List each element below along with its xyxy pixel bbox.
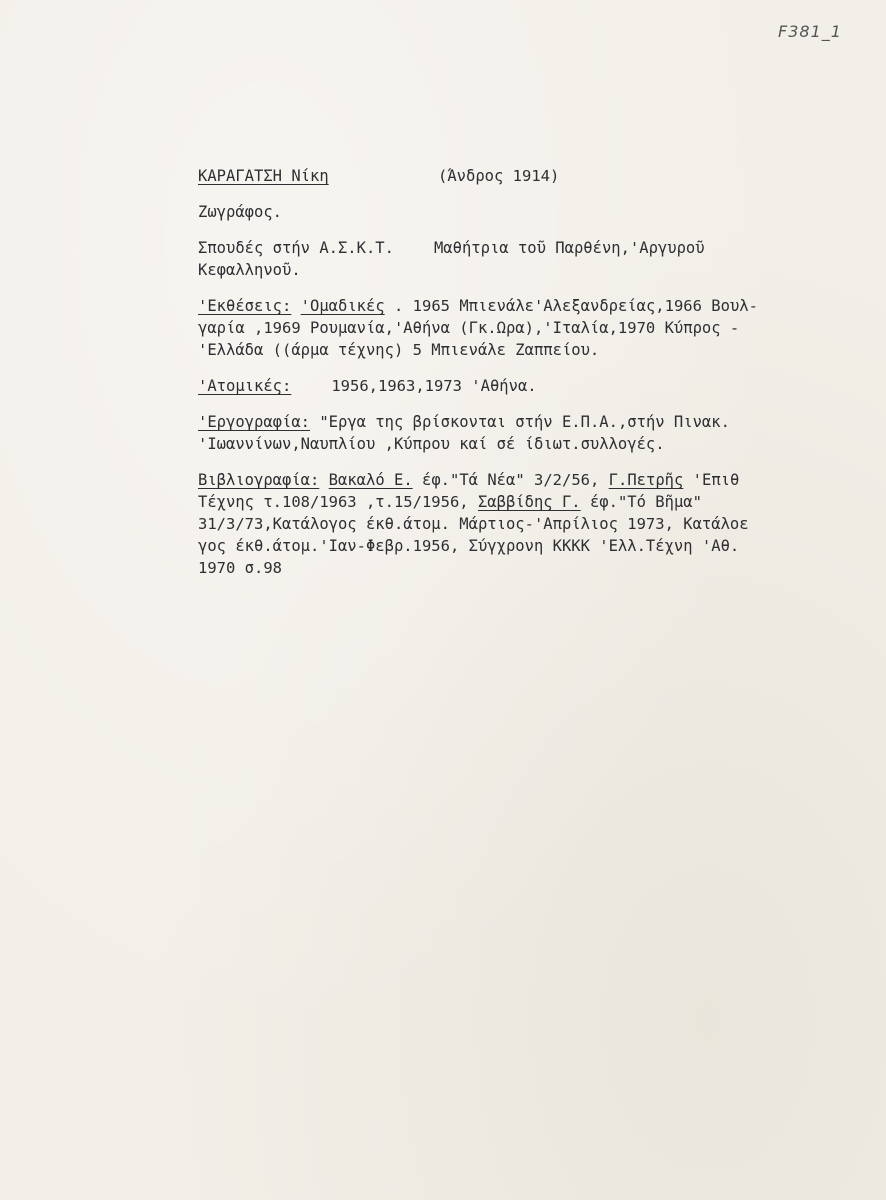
typed-entry bbox=[198, 165, 868, 579]
profession: Ζωγράφος. bbox=[198, 203, 282, 221]
studies-line-2: Κεφαλληνοῦ. bbox=[198, 261, 301, 279]
solo-text: 1956,1963,1973 'Αθήνα. bbox=[331, 377, 537, 395]
bibliography-ref-1: έφ."Τά Νέα" 3/2/56, bbox=[422, 471, 600, 489]
group-exhibitions-label: 'Ομαδικές bbox=[300, 297, 385, 315]
artist-name: ΚΑΡΑΓΑΤΣΗ Νίκη bbox=[198, 167, 329, 185]
bibliography-line-1 bbox=[198, 469, 868, 491]
entry-header bbox=[198, 165, 868, 187]
bibliography-author-1: Βακαλό Ε. bbox=[328, 471, 413, 489]
birth-info: (Άνδρος 1914) bbox=[438, 167, 560, 185]
teachers-text: Μαθήτρια τοῦ Παρθένη,'Αργυροῦ bbox=[433, 239, 705, 257]
works-line-1 bbox=[198, 411, 868, 433]
folio-number: F381_1 bbox=[778, 22, 842, 41]
works-text: "Εργα της βρίσκονται στήν Ε.Π.Α.,στήν Πινακ. bbox=[319, 413, 730, 431]
exhibitions-line-1 bbox=[198, 295, 868, 317]
bibliography-label: Βιβλιογραφία: bbox=[198, 471, 320, 489]
exhibitions-line-3: 'Ελλάδα ((άρμα τέχνης) 5 Μπιενάλε Ζαππείου. bbox=[198, 341, 600, 359]
solo-label: 'Ατομικές: bbox=[198, 377, 292, 395]
bibliography-author-3: Σαββίδης Γ. bbox=[477, 493, 581, 511]
works-label: 'Εργογραφία: bbox=[198, 413, 310, 431]
bibliography-ref-3: Τέχνης τ.108/1963 ,τ.15/1956, bbox=[198, 493, 469, 511]
exhibitions-line-2: γαρία ,1969 Ρουμανία,'Αθήνα (Γκ.Ωρα),'Ιταλία,1970 Κύπρος - bbox=[198, 319, 740, 337]
bibliography-line-2 bbox=[198, 491, 868, 513]
bibliography-ref-2: 'Επιθ bbox=[692, 471, 740, 489]
bibliography-line-3: 31/3/73,Κατάλογος έκθ.άτομ. Μάρτιος-'Απρίλιος 1973, Κατάλοε bbox=[198, 515, 749, 533]
bibliography-ref-4: έφ."Τό Βῆμα" bbox=[589, 493, 702, 511]
exhibitions-text: . 1965 Μπιενάλε'Αλεξανδρείας,1966 Βουλ- bbox=[394, 297, 758, 315]
studies-text: Σπουδές στήν Α.Σ.Κ.Τ. bbox=[198, 239, 394, 257]
works-line-2: 'Ιωαννίνων,Ναυπλίου ,Κύπρου καί σέ ίδιωτ.συλλογές. bbox=[198, 435, 665, 453]
exhibitions-label: 'Εκθέσεις: bbox=[198, 297, 292, 315]
bibliography-line-5: 1970 σ.98 bbox=[198, 559, 282, 577]
bibliography-author-2: Γ.Πετρῆς bbox=[608, 471, 684, 489]
bibliography-line-4: γος έκθ.άτομ.'Ιαν-Φεβρ.1956, Σύγχρονη ΚΚΚΚ 'Ελλ.Τέχνη 'Αθ. bbox=[198, 537, 740, 555]
solo-exhibitions-line bbox=[198, 375, 868, 397]
studies-line-1 bbox=[198, 237, 868, 259]
